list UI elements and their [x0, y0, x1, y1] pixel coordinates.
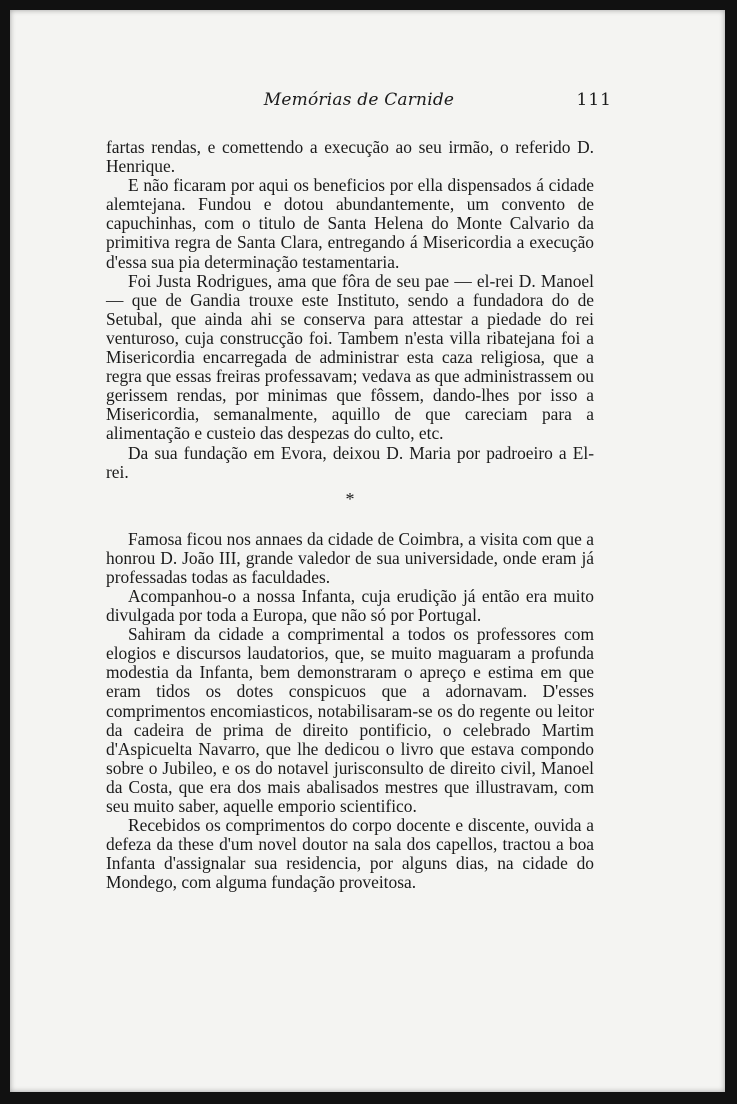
paragraph: Da sua fundação em Evora, deixou D. Maria por padroeiro a El-rei.	[106, 442, 594, 482]
paragraph: Sahiram da cidade a comprimental a todos os professores com elogios e discursos laudatorios, que, se muito maguaram a profunda modestia da Infanta, bem demonstraram o apreço e estima em que eram tidos os dotes conspicuos que a adornavam. D'esses comprimentos encomiasticos, notabilisaram-se os do regente ou leitor da cadeira de prima de direito pontificio, o celebrado Martim d'Aspicuelta Navarro, que lhe dedicou o livro que estava compondo sobre o Jubileo, e os do notavel jurisconsulto de direito civil, Manoel da Costa, que era dos mais abalisados mestres que illustravam, com seu muito saber, aquelle emporio scientifico.	[106, 624, 594, 816]
paragraph: Foi Justa Rodrigues, ama que fôra de seu pae — el-rei D. Manoel — que de Gandia trouxe este Instituto, sendo a fundadora do de Setubal, que ainda ahi se conserva para attestar a piedade do rei venturoso, cuja construcção foi. Tambem n'esta villa ribatejana foi a Misericordia encarregada de administrar esta caza religiosa, que a regra que essas freiras professavam; vedava as que administrassem ou gerissem rendas, por minimas que fôssem, dando-lhes por isso a Misericordia, semanalmente, aquillo de que careciam para a alimentação e custeio das despezas do culto, etc.	[106, 270, 594, 444]
paragraph: Recebidos os comprimentos do corpo docente e discente, ouvida a defeza da these d'um novel doutor na sala dos capellos, tractou a boa Infanta d'assignalar sua residencia, por alguns dias, na cidade do Mondego, com alguma fundação proveitosa.	[106, 815, 594, 893]
page-body	[106, 138, 594, 892]
running-title: Memórias de Carnide	[263, 90, 455, 110]
page-header	[106, 90, 612, 120]
paragraph: E não ficaram por aqui os beneficios por ella dispensados á cidade alemtejana. Fundou e dotou abundantemente, um convento de capuchinhas, com o titulo de Santa Helena do Monte Calvario da primitiva regra de Santa Clara, entregando á Misericordia a execução d'essa sua pia determinação testamentaria.	[106, 175, 594, 272]
book-page	[10, 10, 725, 1092]
paragraph: Acompanhou-o a nossa Infanta, cuja erudição já então era muito divulgada por toda a Europa, que não só por Portugal.	[106, 585, 594, 626]
page-number: 111	[576, 90, 612, 110]
paragraph-continuation: fartas rendas, e comettendo a execução ao seu irmão, o referido D. Henrique.	[106, 137, 594, 177]
section-separator: *	[345, 488, 355, 509]
paragraph: Famosa ficou nos annaes da cidade de Coimbra, a visita com que a honrou D. João III, grande valedor de sua universidade, onde eram já professadas todas as faculdades.	[106, 528, 594, 587]
